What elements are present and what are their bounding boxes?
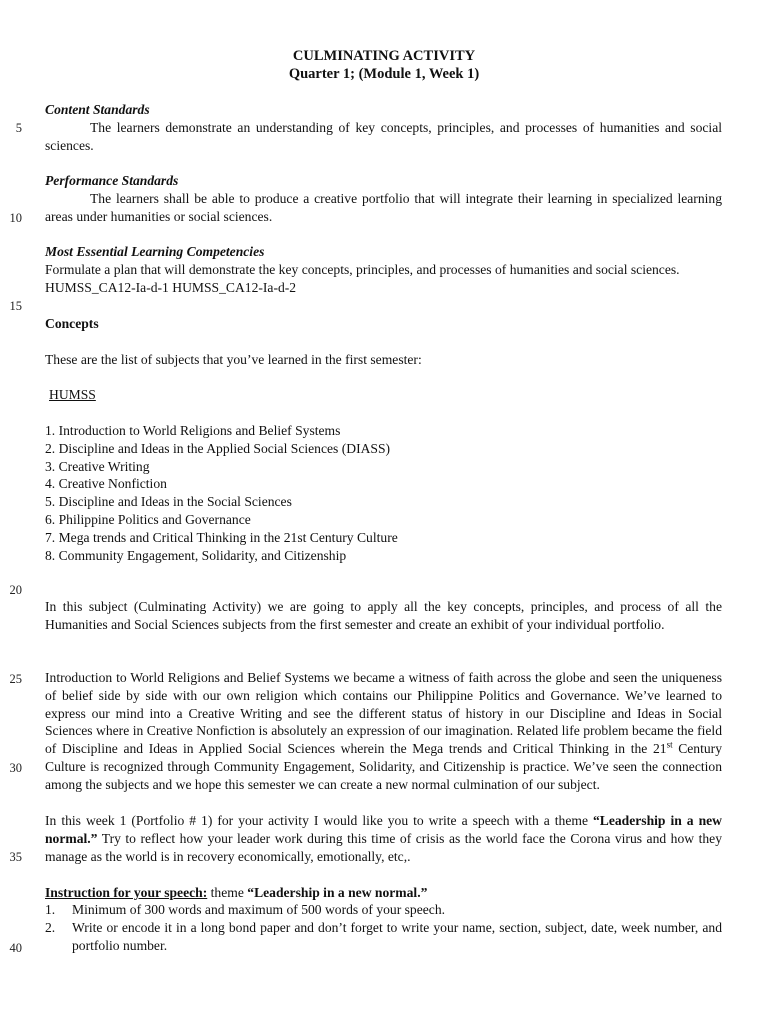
content-standards-text: The learners demonstrate an understanding of key concepts, principles, and processes of humanities and social sciences. xyxy=(45,120,722,153)
melc-text: Formulate a plan that will demonstrate the key concepts, principles, and processes of humanities and social sciences. HUMSS_CA12-Ia-d-1 HUMSS_CA12-Ia-d-2 xyxy=(45,262,680,295)
list-item: 1. Introduction to World Religions and Belief Systems xyxy=(45,423,341,438)
list-item: 1. Minimum of 300 words and maximum of 500 words of your speech. xyxy=(45,902,446,917)
line-number: 35 xyxy=(9,850,22,864)
list-item: 4. Creative Nonfiction xyxy=(45,476,167,492)
list-item: 2. Discipline and Ideas in the Applied Social Sciences (DIASS) xyxy=(45,440,391,456)
line-number: 25 xyxy=(9,672,22,686)
line-number: 40 xyxy=(9,941,22,955)
instruction-heading: Instruction for your speech: theme “Leadership in a new normal.” xyxy=(45,885,428,900)
speech-theme: “Leadership in a new normal.” xyxy=(45,813,722,846)
concepts-heading: Concepts xyxy=(45,316,99,331)
line-number: 15 xyxy=(9,299,22,313)
subject-list xyxy=(45,422,722,564)
paragraph-week-activity: In this week 1 (Portfolio # 1) for your activity I would like you to write a speech with a theme “Leadership in a new normal.” Try to reflect how your leader work during this time of crisis as the world face the Corona virus and how they manage as the world is in recovery economically, emotionally, etc,. xyxy=(45,813,722,864)
performance-standards-text: The learners shall be able to produce a creative portfolio that will integrate their learning in specialized learning areas under humanities or social sciences. xyxy=(45,191,722,224)
list-item: 5. Discipline and Ideas in the Social Sciences xyxy=(45,494,292,510)
melc-heading: Most Essential Learning Competencies xyxy=(45,244,265,259)
list-item: 7. Mega trends and Critical Thinking in the 21st Century Culture xyxy=(45,529,398,545)
concepts-intro: These are the list of subjects that you’ve learned in the first semester: xyxy=(45,352,422,367)
humss-label: HUMSS xyxy=(49,387,96,402)
line-number: 30 xyxy=(9,761,22,775)
list-item: 6. Philippine Politics and Governance xyxy=(45,511,251,527)
performance-standards-heading: Performance Standards xyxy=(45,173,179,188)
document-subtitle: Quarter 1; (Module 1, Week 1) xyxy=(288,66,480,82)
document-title: CULMINATING ACTIVITY xyxy=(292,48,476,64)
line-number: 20 xyxy=(9,583,22,597)
list-item: 8. Community Engagement, Solidarity, and Citizenship xyxy=(45,547,347,563)
paragraph-culminating: In this subject (Culminating Activity) we are going to apply all the key concepts, principles, and process of all the Humanities and Social Sciences subjects from the first semester and create an exhibit of your individual portfolio. xyxy=(45,599,722,632)
instruction-list xyxy=(45,901,722,954)
list-item: 2. Write or encode it in a long bond paper and don’t forget to write your name, section, subject, date, week number, and portfolio number. xyxy=(45,919,722,953)
paragraph-subject-summary: Introduction to World Religions and Belief Systems we became a witness of faith across the globe and seen the uniqueness of belief side by side with our own religion which contains our Philippine Politics and Governance. We’ve learned to express our mind into a Creative Writing and see the different status of history in our Discipline and Ideas in Social Sciences where in Creative Nonfiction is absolutely an expression of our imagination. Related life problem became the field of Discipline and Ideas in Applied Social Sciences wherein the Mega trends and Critical Thinking in the 21st Century Culture is recognized through Community Engagement, Solidarity, and Citizenship is practice. We’ve seen the connection among the subjects and we hope this semester we can create a new normal culmination of our subject. xyxy=(45,670,722,792)
line-number: 5 xyxy=(15,121,22,135)
content-standards-heading: Content Standards xyxy=(45,102,150,117)
line-number: 10 xyxy=(9,211,22,225)
list-item: 3. Creative Writing xyxy=(45,458,150,474)
